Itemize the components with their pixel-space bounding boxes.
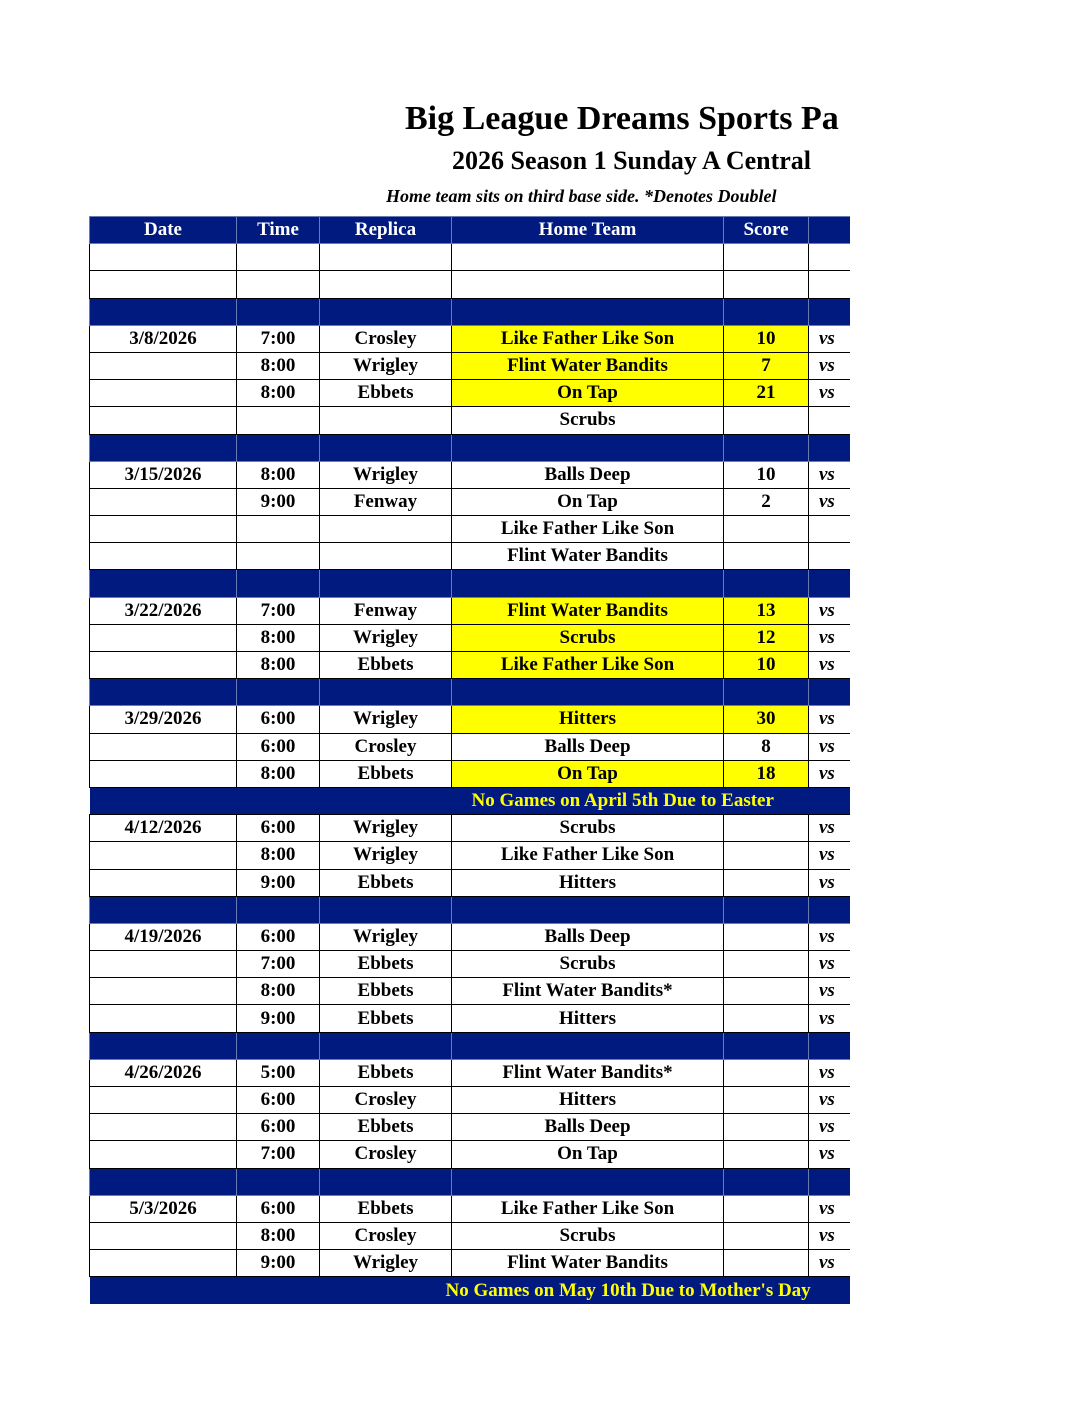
week-separator-row	[90, 1168, 851, 1195]
separator-cell	[320, 1168, 452, 1195]
vs-cell: vs	[809, 1114, 851, 1141]
separator-cell	[809, 434, 851, 461]
vs-cell: vs	[809, 1005, 851, 1032]
week-separator-row	[90, 1032, 851, 1059]
replica-cell: Crosley	[320, 1141, 452, 1168]
vs-cell: vs	[809, 597, 851, 624]
game-row	[90, 842, 851, 869]
time-cell: 7:00	[237, 951, 320, 978]
home-team-cell: Hitters	[452, 869, 724, 896]
separator-cell	[320, 679, 452, 706]
vs-cell: vs	[809, 1250, 851, 1277]
column-header-vs	[809, 217, 851, 244]
separator-cell	[320, 1032, 452, 1059]
score-cell: 10	[724, 652, 809, 679]
separator-cell	[809, 679, 851, 706]
replica-cell: Ebbets	[320, 951, 452, 978]
home-team-cell: Flint Water Bandits	[452, 543, 724, 570]
date-cell	[90, 978, 237, 1005]
vs-cell: vs	[809, 325, 851, 352]
blank-cell	[90, 271, 237, 298]
score-cell	[724, 923, 809, 950]
date-cell	[90, 760, 237, 787]
game-row	[90, 1059, 851, 1086]
time-cell	[237, 543, 320, 570]
date-cell: 3/29/2026	[90, 706, 237, 733]
vs-cell: vs	[809, 869, 851, 896]
week-separator-row	[90, 896, 851, 923]
separator-cell	[90, 1168, 237, 1195]
vs-cell: vs	[809, 951, 851, 978]
separator-cell	[320, 434, 452, 461]
separator-cell	[724, 298, 809, 325]
date-cell: 5/3/2026	[90, 1195, 237, 1222]
blank-cell	[320, 244, 452, 271]
blank-cell	[237, 244, 320, 271]
game-row	[90, 1250, 851, 1277]
separator-cell	[320, 570, 452, 597]
home-team-cell: On Tap	[452, 380, 724, 407]
time-cell: 7:00	[237, 325, 320, 352]
date-cell	[90, 1005, 237, 1032]
game-row	[90, 706, 851, 733]
game-row	[90, 407, 851, 434]
replica-cell: Ebbets	[320, 760, 452, 787]
vs-cell	[809, 407, 851, 434]
score-cell	[724, 1222, 809, 1249]
replica-cell: Ebbets	[320, 1114, 452, 1141]
replica-cell: Crosley	[320, 1087, 452, 1114]
replica-cell: Ebbets	[320, 1195, 452, 1222]
time-cell: 9:00	[237, 869, 320, 896]
home-team-cell: Like Father Like Son	[452, 516, 724, 543]
date-cell	[90, 516, 237, 543]
vs-cell: vs	[809, 815, 851, 842]
replica-cell: Fenway	[320, 597, 452, 624]
game-row	[90, 597, 851, 624]
home-team-cell: Scrubs	[452, 1222, 724, 1249]
date-cell	[90, 1141, 237, 1168]
vs-cell: vs	[809, 1222, 851, 1249]
home-team-cell: Like Father Like Son	[452, 1195, 724, 1222]
no-games-notice: No Games on April 5th Due to Easter	[90, 787, 851, 814]
column-header-replica: Replica	[320, 217, 452, 244]
vs-cell: vs	[809, 978, 851, 1005]
blank-cell	[237, 271, 320, 298]
time-cell: 8:00	[237, 461, 320, 488]
home-team-cell: Balls Deep	[452, 1114, 724, 1141]
time-cell: 6:00	[237, 1114, 320, 1141]
home-team-cell: Scrubs	[452, 951, 724, 978]
schedule-body	[90, 244, 851, 1304]
game-row	[90, 1087, 851, 1114]
game-row	[90, 516, 851, 543]
separator-cell	[724, 570, 809, 597]
blank-cell	[90, 244, 237, 271]
separator-cell	[452, 298, 724, 325]
column-header-time: Time	[237, 217, 320, 244]
separator-cell	[452, 896, 724, 923]
home-team-cell: Balls Deep	[452, 461, 724, 488]
score-cell: 7	[724, 352, 809, 379]
home-team-cell: On Tap	[452, 1141, 724, 1168]
game-row	[90, 978, 851, 1005]
replica-cell: Ebbets	[320, 1059, 452, 1086]
time-cell: 9:00	[237, 1005, 320, 1032]
separator-cell	[809, 1168, 851, 1195]
score-cell	[724, 978, 809, 1005]
time-cell: 8:00	[237, 352, 320, 379]
replica-cell: Fenway	[320, 488, 452, 515]
score-cell	[724, 516, 809, 543]
date-cell: 3/15/2026	[90, 461, 237, 488]
game-row	[90, 624, 851, 651]
time-cell: 8:00	[237, 652, 320, 679]
blank-cell	[809, 271, 851, 298]
notice-row	[90, 1277, 851, 1304]
game-row	[90, 352, 851, 379]
vs-cell: vs	[809, 706, 851, 733]
time-cell: 8:00	[237, 380, 320, 407]
time-cell: 6:00	[237, 1195, 320, 1222]
time-cell: 8:00	[237, 978, 320, 1005]
vs-cell: vs	[809, 488, 851, 515]
vs-cell: vs	[809, 1087, 851, 1114]
home-team-cell: Hitters	[452, 1005, 724, 1032]
score-cell: 18	[724, 760, 809, 787]
home-team-cell: Like Father Like Son	[452, 652, 724, 679]
score-cell	[724, 1195, 809, 1222]
separator-cell	[724, 679, 809, 706]
separator-cell	[237, 434, 320, 461]
score-cell: 2	[724, 488, 809, 515]
replica-cell: Wrigley	[320, 923, 452, 950]
home-team-cell: Flint Water Bandits*	[452, 978, 724, 1005]
score-cell	[724, 815, 809, 842]
replica-cell: Wrigley	[320, 1250, 452, 1277]
date-cell	[90, 352, 237, 379]
home-team-cell: Scrubs	[452, 815, 724, 842]
column-header-date: Date	[90, 217, 237, 244]
vs-cell: vs	[809, 760, 851, 787]
blank-cell	[452, 271, 724, 298]
schedule-table-viewport	[89, 216, 850, 1306]
vs-cell: vs	[809, 842, 851, 869]
time-cell: 6:00	[237, 923, 320, 950]
vs-cell: vs	[809, 652, 851, 679]
separator-cell	[452, 1032, 724, 1059]
page-title: Big League Dreams Sports Pa	[405, 100, 839, 137]
home-team-cell: Scrubs	[452, 407, 724, 434]
time-cell: 8:00	[237, 624, 320, 651]
table-header-row	[90, 217, 851, 244]
separator-cell	[237, 1032, 320, 1059]
blank-row	[90, 271, 851, 298]
separator-cell	[320, 298, 452, 325]
date-cell	[90, 842, 237, 869]
time-cell: 9:00	[237, 488, 320, 515]
date-cell	[90, 951, 237, 978]
separator-cell	[90, 298, 237, 325]
time-cell: 5:00	[237, 1059, 320, 1086]
separator-cell	[809, 570, 851, 597]
score-cell: 12	[724, 624, 809, 651]
game-row	[90, 760, 851, 787]
replica-cell: Crosley	[320, 1222, 452, 1249]
week-separator-row	[90, 298, 851, 325]
replica-cell	[320, 407, 452, 434]
score-cell	[724, 1250, 809, 1277]
score-cell	[724, 1141, 809, 1168]
vs-cell	[809, 516, 851, 543]
separator-cell	[90, 679, 237, 706]
score-cell	[724, 1114, 809, 1141]
replica-cell: Ebbets	[320, 1005, 452, 1032]
time-cell: 7:00	[237, 1141, 320, 1168]
vs-cell: vs	[809, 1141, 851, 1168]
game-row	[90, 461, 851, 488]
week-separator-row	[90, 570, 851, 597]
separator-cell	[724, 1168, 809, 1195]
game-row	[90, 325, 851, 352]
blank-cell	[724, 271, 809, 298]
date-cell	[90, 1250, 237, 1277]
separator-cell	[237, 570, 320, 597]
separator-cell	[90, 434, 237, 461]
home-team-cell: On Tap	[452, 760, 724, 787]
no-games-notice: No Games on May 10th Due to Mother's Day	[90, 1277, 851, 1304]
game-row	[90, 380, 851, 407]
score-cell: 10	[724, 461, 809, 488]
replica-cell: Crosley	[320, 325, 452, 352]
blank-cell	[809, 244, 851, 271]
date-cell: 3/8/2026	[90, 325, 237, 352]
separator-cell	[452, 434, 724, 461]
home-team-cell: Flint Water Bandits	[452, 352, 724, 379]
date-cell	[90, 407, 237, 434]
home-team-cell: Hitters	[452, 1087, 724, 1114]
date-cell: 4/26/2026	[90, 1059, 237, 1086]
score-cell	[724, 869, 809, 896]
replica-cell: Ebbets	[320, 652, 452, 679]
replica-cell: Crosley	[320, 733, 452, 760]
home-team-cell: Scrubs	[452, 624, 724, 651]
replica-cell: Ebbets	[320, 978, 452, 1005]
vs-cell: vs	[809, 352, 851, 379]
blank-cell	[724, 244, 809, 271]
separator-cell	[452, 679, 724, 706]
home-team-cell: Flint Water Bandits	[452, 597, 724, 624]
date-cell	[90, 543, 237, 570]
separator-cell	[724, 1032, 809, 1059]
replica-cell: Wrigley	[320, 624, 452, 651]
vs-cell: vs	[809, 923, 851, 950]
week-separator-row	[90, 679, 851, 706]
date-cell	[90, 1087, 237, 1114]
date-cell: 4/12/2026	[90, 815, 237, 842]
separator-cell	[237, 298, 320, 325]
replica-cell: Wrigley	[320, 461, 452, 488]
home-team-cell: Like Father Like Son	[452, 842, 724, 869]
separator-cell	[809, 298, 851, 325]
vs-cell: vs	[809, 624, 851, 651]
game-row	[90, 488, 851, 515]
time-cell	[237, 407, 320, 434]
time-cell: 6:00	[237, 733, 320, 760]
notice-row	[90, 787, 851, 814]
score-cell: 13	[724, 597, 809, 624]
game-row	[90, 1005, 851, 1032]
separator-cell	[90, 896, 237, 923]
game-row	[90, 951, 851, 978]
separator-cell	[809, 1032, 851, 1059]
game-row	[90, 733, 851, 760]
score-cell: 21	[724, 380, 809, 407]
time-cell: 8:00	[237, 842, 320, 869]
score-cell	[724, 842, 809, 869]
home-team-cell: On Tap	[452, 488, 724, 515]
vs-cell: vs	[809, 1195, 851, 1222]
score-cell	[724, 951, 809, 978]
score-cell: 30	[724, 706, 809, 733]
time-cell: 7:00	[237, 597, 320, 624]
score-cell	[724, 1059, 809, 1086]
vs-cell: vs	[809, 461, 851, 488]
score-cell: 10	[724, 325, 809, 352]
home-team-cell: Hitters	[452, 706, 724, 733]
replica-cell: Ebbets	[320, 869, 452, 896]
time-cell: 6:00	[237, 1087, 320, 1114]
schedule-note: Home team sits on third base side. *Denotes Doublel	[386, 186, 777, 206]
separator-cell	[237, 679, 320, 706]
home-team-cell: Like Father Like Son	[452, 325, 724, 352]
blank-row	[90, 244, 851, 271]
date-cell	[90, 624, 237, 651]
replica-cell	[320, 543, 452, 570]
home-team-cell: Flint Water Bandits*	[452, 1059, 724, 1086]
date-cell	[90, 869, 237, 896]
time-cell: 9:00	[237, 1250, 320, 1277]
vs-cell: vs	[809, 1059, 851, 1086]
game-row	[90, 543, 851, 570]
separator-cell	[452, 570, 724, 597]
separator-cell	[237, 896, 320, 923]
separator-cell	[809, 896, 851, 923]
score-cell	[724, 1087, 809, 1114]
score-cell	[724, 1005, 809, 1032]
time-cell: 8:00	[237, 1222, 320, 1249]
separator-cell	[320, 896, 452, 923]
vs-cell: vs	[809, 380, 851, 407]
separator-cell	[724, 434, 809, 461]
time-cell: 6:00	[237, 706, 320, 733]
date-cell	[90, 733, 237, 760]
game-row	[90, 923, 851, 950]
date-cell	[90, 380, 237, 407]
page-subtitle: 2026 Season 1 Sunday A Central	[452, 146, 812, 175]
date-cell	[90, 488, 237, 515]
game-row	[90, 1222, 851, 1249]
vs-cell	[809, 543, 851, 570]
week-separator-row	[90, 434, 851, 461]
replica-cell: Wrigley	[320, 815, 452, 842]
time-cell: 6:00	[237, 815, 320, 842]
game-row	[90, 1141, 851, 1168]
date-cell	[90, 652, 237, 679]
schedule-table	[89, 216, 850, 1304]
game-row	[90, 869, 851, 896]
home-team-cell: Balls Deep	[452, 923, 724, 950]
replica-cell: Wrigley	[320, 842, 452, 869]
time-cell: 8:00	[237, 760, 320, 787]
score-cell	[724, 543, 809, 570]
separator-cell	[90, 1032, 237, 1059]
game-row	[90, 1114, 851, 1141]
replica-cell	[320, 516, 452, 543]
game-row	[90, 1195, 851, 1222]
vs-cell: vs	[809, 733, 851, 760]
separator-cell	[724, 896, 809, 923]
separator-cell	[237, 1168, 320, 1195]
replica-cell: Ebbets	[320, 380, 452, 407]
date-cell	[90, 1114, 237, 1141]
score-cell: 8	[724, 733, 809, 760]
replica-cell: Wrigley	[320, 352, 452, 379]
blank-cell	[452, 244, 724, 271]
date-cell	[90, 1222, 237, 1249]
game-row	[90, 652, 851, 679]
separator-cell	[90, 570, 237, 597]
date-cell: 4/19/2026	[90, 923, 237, 950]
home-team-cell: Flint Water Bandits	[452, 1250, 724, 1277]
separator-cell	[452, 1168, 724, 1195]
column-header-score: Score	[724, 217, 809, 244]
game-row	[90, 815, 851, 842]
home-team-cell: Balls Deep	[452, 733, 724, 760]
column-header-home-team: Home Team	[452, 217, 724, 244]
score-cell	[724, 407, 809, 434]
blank-cell	[320, 271, 452, 298]
replica-cell: Wrigley	[320, 706, 452, 733]
date-cell: 3/22/2026	[90, 597, 237, 624]
time-cell	[237, 516, 320, 543]
